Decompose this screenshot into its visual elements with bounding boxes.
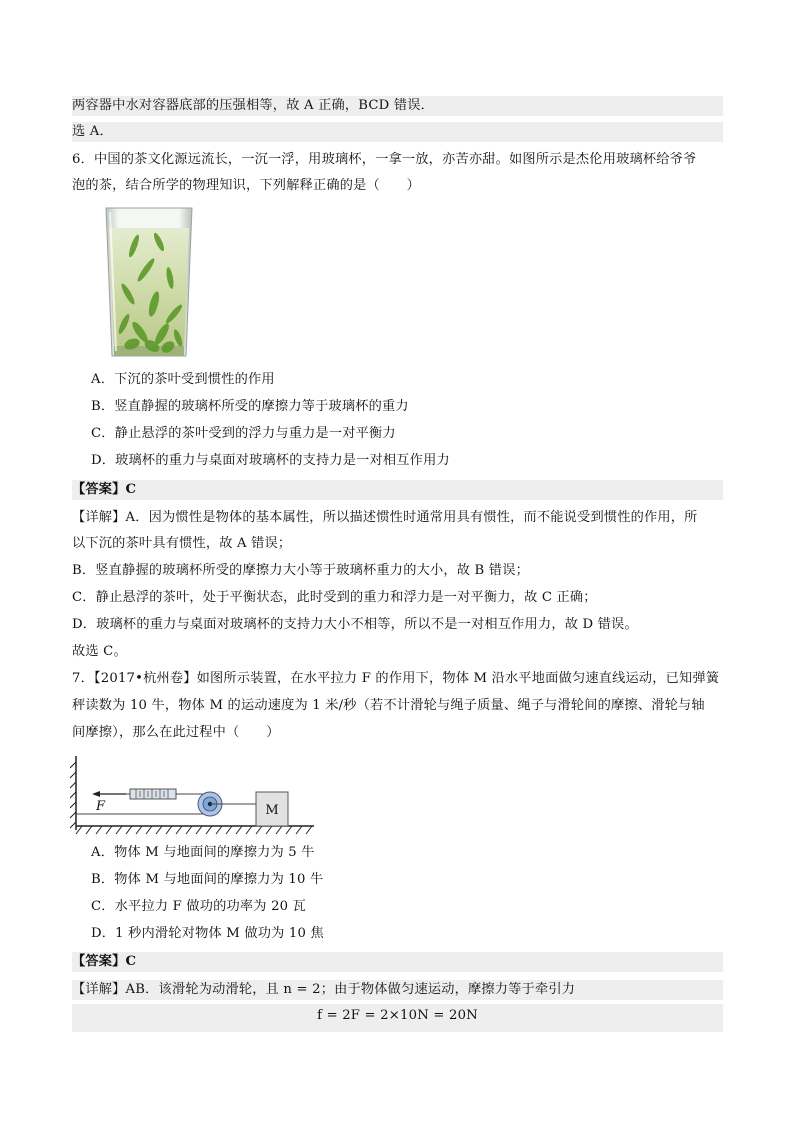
tea-glass-image bbox=[104, 206, 194, 362]
q6-detail-line-5: D．玻璃杯的重力与桌面对玻璃杯的支持力大小不相等，所以不是一对相互作用力，故 D 错误。 bbox=[72, 617, 638, 632]
q7-stem-line-1: 7．【2017•杭州卷】如图所示装置，在水平拉力 F 的作用下，物体 M 沿水平地面做匀速直线运动，已知弹簧 bbox=[72, 671, 720, 686]
q6-stem-line-1: 6．中国的茶文化源远流长，一沉一浮，用玻璃杯，一拿一放，亦苦亦甜。如图所示是杰伦用玻璃杯给爷爷 bbox=[72, 152, 697, 167]
q6-detail-line-4: C．静止悬浮的茶叶，处于平衡状态，此时受到的重力和浮力是一对平衡力，故 C 正确； bbox=[72, 590, 597, 605]
q7-option-b: B．物体 M 与地面间的摩擦力为 10 牛 bbox=[91, 872, 324, 887]
q6-answer: 【答案】C bbox=[72, 480, 723, 500]
pulley-apparatus-figure bbox=[70, 752, 318, 838]
q7-option-c: C．水平拉力 F 做功的功率为 20 瓦 bbox=[91, 899, 307, 914]
force-f-label: F bbox=[96, 799, 106, 814]
prev-answer-line-1: 两容器中水对容器底部的压强相等，故 A 正确，BCD 错误． bbox=[72, 96, 723, 116]
q7-stem-line-2: 秤读数为 10 牛，物体 M 的运动速度为 1 米/秒（若不计滑轮与绳子质量、绳子与滑轮间的摩擦、滑轮与轴 bbox=[72, 698, 705, 713]
q6-detail-line-1: 【详解】A．因为惯性是物体的基本属性，所以描述惯性时通常用具有惯性，而不能说受到惯性的作用，所 bbox=[72, 510, 698, 525]
prev-answer-line-2: 选 A． bbox=[72, 122, 723, 142]
q7-option-a: A．物体 M 与地面间的摩擦力为 5 牛 bbox=[91, 845, 315, 860]
q6-option-c: C．静止悬浮的茶叶受到的浮力与重力是一对平衡力 bbox=[91, 426, 396, 441]
q7-option-d: D．1 秒内滑轮对物体 M 做功为 10 焦 bbox=[91, 926, 324, 941]
q6-detail-line-6: 故选 C。 bbox=[72, 644, 127, 659]
q7-stem-line-3: 间摩擦），那么在此过程中（ ） bbox=[72, 725, 280, 740]
q6-detail-line-2: 以下沉的茶叶具有惯性，故 A 错误； bbox=[72, 536, 292, 551]
block-m-label: M bbox=[265, 803, 279, 818]
q6-option-d: D．玻璃杯的重力与桌面对玻璃杯的支持力是一对相互作用力 bbox=[91, 453, 450, 468]
q6-option-b: B．竖直静握的玻璃杯所受的摩擦力等于玻璃杯的重力 bbox=[91, 399, 409, 414]
q6-option-a: A．下沉的茶叶受到惯性的作用 bbox=[91, 372, 275, 387]
q7-answer: 【答案】C bbox=[72, 952, 723, 972]
q6-detail-line-3: B．竖直静握的玻璃杯所受的摩擦力大小等于玻璃杯重力的大小，故 B 错误； bbox=[72, 563, 529, 578]
q7-detail-line-1: 【详解】AB．该滑轮为动滑轮，且 n = 2；由于物体做匀速运动，摩擦力等于牵引力 bbox=[72, 980, 723, 1000]
q6-stem-line-2: 泡的茶，结合所学的物理知识，下列解释正确的是（ ） bbox=[72, 178, 421, 193]
q7-formula: f = 2F = 2×10N = 20N bbox=[72, 1004, 723, 1032]
